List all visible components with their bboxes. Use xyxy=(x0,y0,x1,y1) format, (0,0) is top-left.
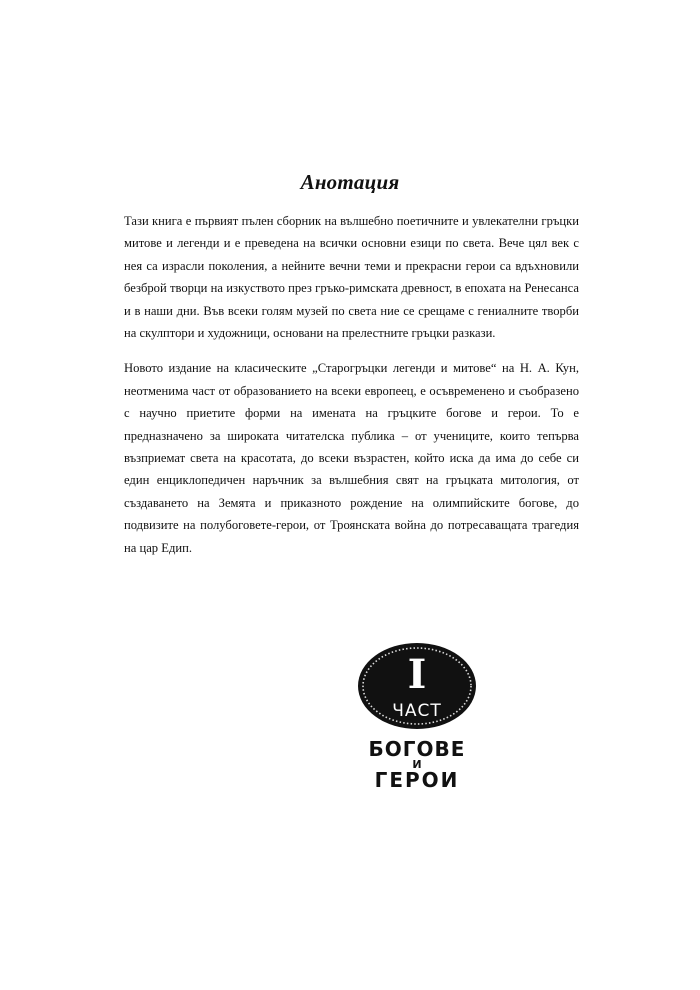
emblem-word-and: И xyxy=(412,758,422,771)
part-label: ЧАСТ xyxy=(392,701,442,721)
emblem-word-heroes: ГЕРОИ xyxy=(374,768,460,790)
emblem-word-gods: БОГОВЕ xyxy=(368,737,466,761)
annotation-text xyxy=(124,210,579,572)
part-numeral: I xyxy=(407,651,427,698)
annotation-paragraph-2: Новото издание на класическите „Старогръцки легенди и митове“ на Н. А. Кун, неотменима част от образованието на всеки европеец, е осъвременено и съобразено с научно приетите форми на имената на гръцките богове и герои. То е предназначено за широката читателска публика – от учениците, които тепърва възприемат света на красотата, до всеки възрастен, който иска да има до себе си един енциклопедичен наръчник за вълшебния свят на гръцката митология, от създаването на Земята и приказното рождение на олимпийските богове, до подвизите на полубоговете-герои, от Троянската война до потресаващата трагедия на цар Едип. xyxy=(124,361,579,555)
part-emblem xyxy=(355,640,480,790)
annotation-paragraph-1: Тази книга е първият пълен сборник на вълшебно поетичните и увлекателни гръцки митове и легенди и е преведена на всички основни езици по света. Вече цял век с нея са израсли поколения, а нейните вечни теми и прекрасни герои са вдъхновили безброй творци на изкуството през гръко-римската древност, в епохата на Ренесанса и в наши дни. Във всеки голям музей по света ние се срещаме с гениалните творби на скулптори и художници, основани на прелестните гръцки разкази. xyxy=(124,214,579,341)
page-title: Анотация xyxy=(300,170,400,194)
